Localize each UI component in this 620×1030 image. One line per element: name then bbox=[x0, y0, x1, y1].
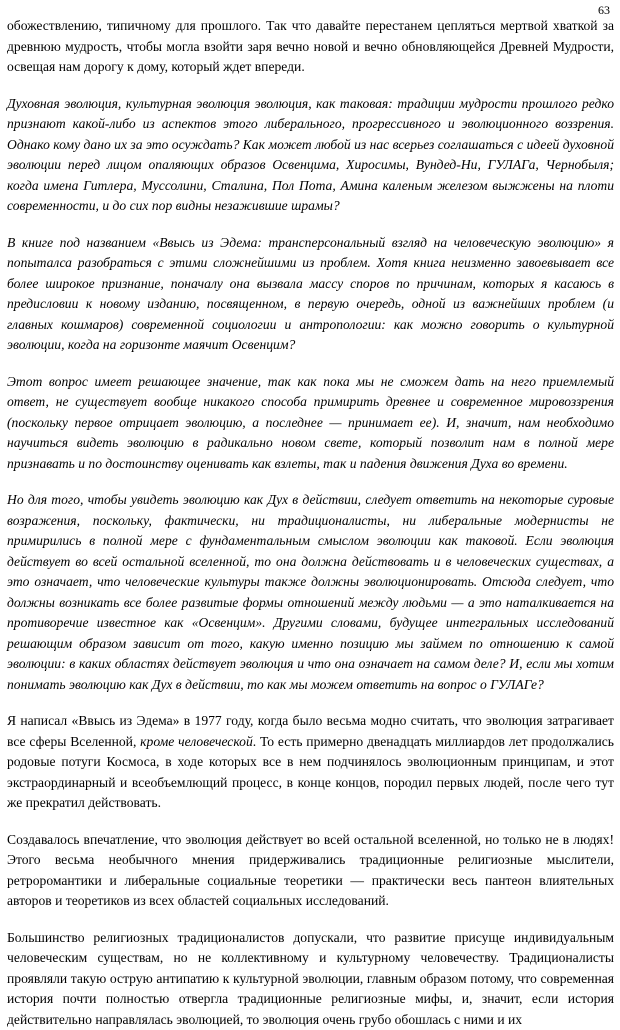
paragraph-3: В книге под названием «Ввысь из Эдема: трансперсональный взгляд на человеческую эволюцию» я попыталса разобраться с этими сложнейшими из проблем. Хотя книга неизменно завоевывает все более широкое признание, поначалу она вызвала массу споров по причинам, которых я касаюсь в предисловии к новому изданию, посвященном, в первую очередь, одной из важнейших проблем (и главных кошмаров) современной социологии и антропологии: как можно говорить о культурной эволюции, когда на горизонте маячит Освенцим? bbox=[7, 233, 614, 356]
paragraph-6-emphasis: кроме человеческой bbox=[140, 734, 253, 749]
paragraph-5: Но для того, чтобы увидеть эволюцию как Дух в действии, следует ответить на некоторые суровые возражения, поскольку, фактически, ни традиционалисты, ни либеральные модернисты не примирились в полной мере с фундаментальным смыслом эволюции как таковой. Если эволюция действует во всей остальной вселенной, то она должна действовать и в человеческих существах, а это означает, что человеческие культуры также должны эволюционировать. Отсюда следует, что должны возникать все более развитые формы отношений между людьми — а это наталкивается на противоречие известное как «Освенцим». Другими словами, будущее интегральных исследований решающим образом зависит от того, какую именно позицию мы займем по отношению к самой эволюции: в каких областях действует эволюция и что она означает на самом деле? И, если мы хотим понимать эволюцию как Дух в действии, то как мы можем ответить на вопрос о ГУЛАГе? bbox=[7, 490, 614, 695]
page-number: 63 bbox=[598, 3, 610, 17]
paragraph-7: Создавалось впечатление, что эволюция действует во всей остальной вселенной, но только не в людях! Этого весьма необычного мнения придерживались традиционные религиозные мыслители, ретроромантики и либеральные социальные теоретики — практически весь пантеон влиятельных авторов и теоретиков из всех областей социальных исследований. bbox=[7, 830, 614, 912]
paragraph-2: Духовная эволюция, культурная эволюция эволюция, как таковая: традиции мудрости прошлого редко признают какой-либо из аспектов этого либерального, прогрессивного и эволюционного воззрения. Однако кому дано их за это осуждать? Как может любой из нас всерьез соглашаться с идеей духовной эволюции перед лицом опаляющих образов Освенцима, Хиросимы, Вундед-Ни, ГУЛАГа, Чернобыля; когда имена Гитлера, Муссолини, Сталина, Пол Пота, Амина каленым железом выжжены на плоти современности, и до сих пор видны незажившие шрамы? bbox=[7, 94, 614, 217]
paragraph-8: Большинство религиозных традиционалистов допускали, что развитие присуще индивидуальным человеческим существам, но не коллективному и культурному человечеству. Традиционалисты проявляли такую острую антипатию к культурной эволюции, главным образом потому, что современная история почти полностью отвергла традиционные религиозные мифы, и, значит, если история действительно направлялась эволюцией, то эволюция очень грубо обошлась с ними и их bbox=[7, 928, 614, 1030]
body-text bbox=[7, 16, 614, 1030]
paragraph-6-text-after: . То есть примерно двенадцать миллиардов лет продолжались родовые потуги Космоса, в ходе которых все в нем подчинялось эволюционным принципам, и этот экстраординарный и всеобъемлющий процесс, в конце концов, породил первых людей, после чего тут же прекратил действовать. bbox=[7, 734, 614, 811]
paragraph-1: обожествлению, типичному для прошлого. Так что давайте перестанем цепляться мертвой хваткой за древнюю мудрость, чтобы могла взойти заря вечно новой и вечно обновляющейся Древней Мудрости, освещая нам дорогу к дому, который ждет впереди. bbox=[7, 16, 614, 78]
paragraph-6-text-before: Я написал «Ввысь из Эдема» в 1977 году, когда было весьма модно считать, что эволюция затрагивает все сферы Вселенной, bbox=[7, 713, 614, 749]
paragraph-6 bbox=[7, 711, 614, 814]
paragraph-4: Этот вопрос имеет решающее значение, так как пока мы не сможем дать на него приемлемый ответ, не существует вообще никакого способа примирить древнее и современное мировоззрения (поскольку первое отрицает эволюцию, а последнее — принимает ее). И, значит, нам необходимо научиться видеть эволюцию в радикально новом свете, который позволит нам в полной мере признавать и по достоинству оценивать как взлеты, так и падения движения Духа во времени. bbox=[7, 372, 614, 475]
